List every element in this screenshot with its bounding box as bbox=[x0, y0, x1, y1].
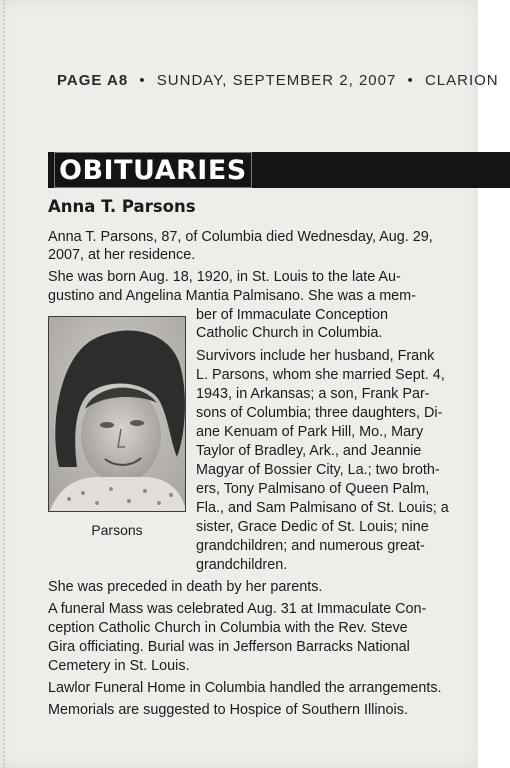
body-line: 2007, at her residence. bbox=[48, 247, 196, 263]
body-line: ber of Immaculate Conception bbox=[196, 307, 388, 323]
body-line: Fla., and Sam Palmisano of St. Louis; a bbox=[196, 500, 449, 516]
body-line: Catholic Church in Columbia. bbox=[196, 325, 383, 341]
issue-date: SUNDAY, SEPTEMBER 2, 2007 bbox=[156, 72, 397, 89]
header-separator: • bbox=[407, 72, 414, 89]
body-line: She was preceded in death by her parents. bbox=[48, 579, 323, 595]
body-line: sons of Columbia; three daughters, Di- bbox=[196, 405, 443, 421]
body-line: Gira officiating. Burial was in Jefferson Barracks National bbox=[48, 639, 410, 655]
body-line: ers, Tony Palmisano of Queen Palm, bbox=[196, 481, 430, 497]
body-line: Memorials are suggested to Hospice of Southern Illinois. bbox=[48, 702, 408, 718]
section-title: OBITUARIES bbox=[54, 152, 252, 188]
body-line: Cemetery in St. Louis. bbox=[48, 658, 190, 674]
body-line: Lawlor Funeral Home in Columbia handled the arrangements. bbox=[48, 680, 442, 696]
newspaper-name: CLARION bbox=[424, 72, 499, 89]
body-line: ane Kenuam of Park Hill, Mo., Mary bbox=[196, 424, 424, 440]
body-line: ception Catholic Church in Columbia with the Rev. Steve bbox=[48, 620, 408, 636]
body-line: L. Parsons, whom she married Sept. 4, bbox=[196, 367, 445, 383]
body-line: grandchildren. bbox=[196, 557, 288, 573]
body-line: sister, Grace Dedic of St. Louis; nine bbox=[196, 519, 429, 535]
header-separator: • bbox=[139, 72, 146, 89]
body-line: She was born Aug. 18, 1920, in St. Louis to the late Au- bbox=[48, 269, 401, 285]
body-line: gustino and Angelina Mantia Palmisano. She was a mem- bbox=[48, 288, 416, 304]
page-header bbox=[57, 72, 497, 89]
body-line: Anna T. Parsons, 87, of Columbia died Wednesday, Aug. 29, bbox=[48, 229, 433, 245]
portrait-image bbox=[49, 317, 186, 512]
obituary-name: Anna T. Parsons bbox=[48, 197, 196, 216]
body-line: grandchildren; and numerous great- bbox=[196, 538, 425, 554]
photo-caption: Parsons bbox=[91, 522, 143, 538]
torn-edge bbox=[3, 0, 13, 768]
body-line: A funeral Mass was celebrated Aug. 31 at Immaculate Con- bbox=[48, 601, 427, 617]
body-line: Survivors include her husband, Frank bbox=[196, 348, 435, 364]
body-line: Taylor of Bradley, Ark., and Jeannie bbox=[196, 443, 422, 459]
body-line: 1943, in Arkansas; a son, Frank Par- bbox=[196, 386, 430, 402]
body-line: Magyar of Bossier City, La.; two broth- bbox=[196, 462, 440, 478]
section-banner bbox=[48, 152, 510, 188]
page-number: PAGE A8 bbox=[57, 72, 129, 89]
portrait-photo bbox=[48, 316, 186, 512]
